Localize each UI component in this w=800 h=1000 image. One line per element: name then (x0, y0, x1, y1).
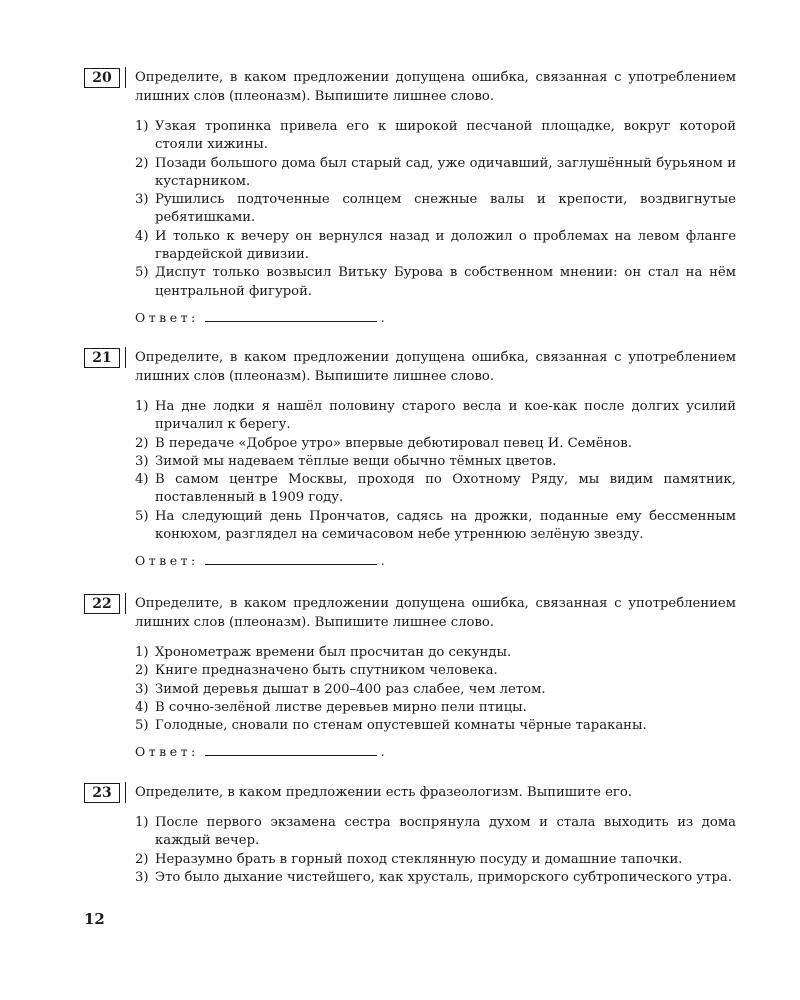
task-number-box: 20 (84, 68, 120, 88)
task-21 (84, 348, 736, 570)
option-2: 2) Позади большого дома был старый сад, уже одичавший, заглушённый бурьяном и кустарником. (135, 155, 736, 189)
option-5: 5) На следующий день Прончатов, садясь на дрожки, поданные ему бессменным конюхом, разглядел на семичасовом небе утреннюю зелёную звезду. (135, 508, 736, 543)
task-number-box: 21 (84, 348, 120, 368)
answer-row: Ответ: . (135, 309, 385, 325)
answer-row: Ответ: . (135, 744, 385, 760)
task-number-box: 22 (84, 594, 120, 614)
option-1: 1) На дне лодки я нашёл половину старого весла и кое-как после долгих усилий причалил к берегу. (135, 399, 736, 433)
answer-row: Ответ: . (135, 553, 385, 569)
task-question: Определите, в каком предложении допущена ошибка, связанная с употреблением лишних слов (плеоназм). Выпишите лишнее слово. (135, 350, 736, 384)
answer-label: Ответ: (135, 309, 199, 325)
task-22 (84, 594, 736, 761)
task-question: Определите, в каком предложении допущена ошибка, связанная с употреблением лишних слов (плеоназм). Выпишите лишнее слово. (135, 70, 736, 104)
answer-label: Ответ: (135, 553, 199, 569)
answer-field[interactable] (205, 743, 377, 756)
answer-field[interactable] (205, 309, 377, 322)
option-5: 5) Диспут только возвысил Витьку Бурова в собственном мнении: он стал на нём центральной фигурой. (135, 265, 736, 299)
option-4: 4) В самом центре Москвы, проходя по Охотному Ряду, мы видим памятник, поставленный в 1909 году. (135, 472, 736, 506)
option-3: 3) Рушились подточенные солнцем снежные валы и крепости, воздвигнутые ребятишками. (135, 192, 736, 226)
answer-options (84, 644, 736, 735)
option-3: 3) Зимой деревья дышат в 200–400 раз слабее, чем летом. (135, 681, 546, 697)
option-2: 2) В передаче «Доброе утро» впервые дебютировал певец И. Семёнов. (135, 435, 632, 451)
option-4: 4) И только к вечеру он вернулся назад и доложил о проблемах на левом фланге гвардейской дивизии. (135, 228, 736, 263)
option-3: 3) Это было дыхание чистейшего, как хрусталь, приморского субтропического утра. (135, 869, 732, 885)
option-2: 2) Неразумно брать в горный поход стеклянную посуду и домашние тапочки. (135, 851, 683, 867)
task-23 (84, 783, 736, 887)
option-5: 5) Голодные, сновали по стенам опустевшей комнаты чёрные тараканы. (135, 718, 647, 734)
task-20 (84, 68, 736, 327)
option-2: 2) Книге предназначено быть спутником человека. (135, 663, 498, 679)
option-1: 1) Хронометраж времени был просчитан до секунды. (135, 645, 512, 660)
option-3: 3) Зимой мы надеваем тёплые вещи обычно тёмных цветов. (135, 453, 557, 469)
answer-options (84, 118, 736, 301)
option-1: 1) Узкая тропинка привела его к широкой песчаной площадке, вокруг которой стояли хижины. (135, 119, 736, 153)
task-number-box: 23 (84, 783, 120, 803)
page-number: 12 (84, 910, 105, 928)
answer-options (84, 398, 736, 544)
task-question: Определите, в каком предложении есть фразеологизм. Выпишите его. (135, 785, 632, 800)
answer-options (84, 814, 736, 887)
option-4: 4) В сочно-зелёной листве деревьев мирно пели птицы. (135, 699, 527, 715)
answer-label: Ответ: (135, 744, 199, 760)
answer-field[interactable] (205, 552, 377, 565)
option-1: 1) После первого экзамена сестра воспрянула духом и стала выходить из дома каждый вечер. (135, 815, 736, 849)
task-question: Определите, в каком предложении допущена ошибка, связанная с употреблением лишних слов (плеоназм). Выпишите лишнее слово. (135, 596, 736, 630)
